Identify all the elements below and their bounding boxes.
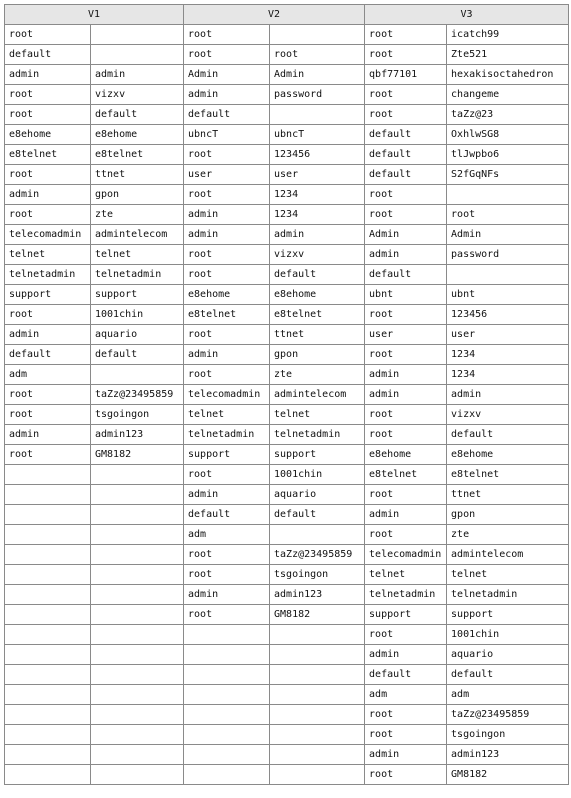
v3-password-cell: hexakisoctahedron — [447, 65, 569, 85]
v2-username-cell: user — [184, 165, 270, 185]
v1-username-cell: admin — [5, 185, 91, 205]
table-row — [5, 245, 569, 265]
v3-username-cell: ubnt — [365, 285, 447, 305]
v3-password-cell: default — [447, 665, 569, 685]
v2-password-cell: Admin — [270, 65, 365, 85]
v3-username-cell: e8ehome — [365, 445, 447, 465]
v2-username-cell — [184, 625, 270, 645]
v3-password-cell: Zte521 — [447, 45, 569, 65]
v2-username-cell: support — [184, 445, 270, 465]
v1-username-cell: admin — [5, 425, 91, 445]
v3-username-cell: admin — [365, 365, 447, 385]
v1-password-cell — [91, 585, 184, 605]
v1-password-cell: telnet — [91, 245, 184, 265]
v3-username-cell: root — [365, 85, 447, 105]
v2-password-cell: ubncT — [270, 125, 365, 145]
v1-username-cell: root — [5, 85, 91, 105]
v2-username-cell: e8telnet — [184, 305, 270, 325]
table-row — [5, 465, 569, 485]
v2-password-cell: taZz@23495859 — [270, 545, 365, 565]
table-row — [5, 365, 569, 385]
v2-password-cell: password — [270, 85, 365, 105]
v2-password-cell: e8telnet — [270, 305, 365, 325]
table-row — [5, 565, 569, 585]
v3-username-cell: default — [365, 125, 447, 145]
v1-username-cell — [5, 665, 91, 685]
v2-username-cell: root — [184, 245, 270, 265]
v1-username-cell: e8ehome — [5, 125, 91, 145]
v3-password-cell: password — [447, 245, 569, 265]
v1-username-cell — [5, 745, 91, 765]
header-v3: V3 — [365, 5, 569, 25]
v1-password-cell — [91, 505, 184, 525]
v3-password-cell: taZz@23495859 — [447, 705, 569, 725]
v1-username-cell — [5, 465, 91, 485]
v3-password-cell: tsgoingon — [447, 725, 569, 745]
v1-username-cell: root — [5, 445, 91, 465]
table-row — [5, 125, 569, 145]
v3-password-cell: icatch99 — [447, 25, 569, 45]
table-row — [5, 285, 569, 305]
v1-username-cell: e8telnet — [5, 145, 91, 165]
v3-username-cell: root — [365, 25, 447, 45]
table-row — [5, 405, 569, 425]
v1-username-cell — [5, 625, 91, 645]
table-row — [5, 205, 569, 225]
v2-username-cell: telnetadmin — [184, 425, 270, 445]
v2-password-cell: root — [270, 45, 365, 65]
table-row — [5, 725, 569, 745]
v1-username-cell — [5, 525, 91, 545]
v1-password-cell: e8ehome — [91, 125, 184, 145]
v1-username-cell: telnet — [5, 245, 91, 265]
v2-password-cell: default — [270, 505, 365, 525]
v3-username-cell: root — [365, 405, 447, 425]
v2-username-cell: root — [184, 145, 270, 165]
v3-username-cell: user — [365, 325, 447, 345]
v2-username-cell: telnet — [184, 405, 270, 425]
v2-username-cell: root — [184, 565, 270, 585]
v1-username-cell: adm — [5, 365, 91, 385]
v2-username-cell: root — [184, 25, 270, 45]
v1-username-cell: root — [5, 165, 91, 185]
v1-password-cell — [91, 765, 184, 785]
v2-password-cell — [270, 665, 365, 685]
v1-password-cell — [91, 745, 184, 765]
v2-password-cell: admintelecom — [270, 385, 365, 405]
v2-username-cell — [184, 685, 270, 705]
v1-username-cell: root — [5, 305, 91, 325]
v3-username-cell: admin — [365, 645, 447, 665]
v1-password-cell: zte — [91, 205, 184, 225]
v1-password-cell: telnetadmin — [91, 265, 184, 285]
v3-password-cell: admintelecom — [447, 545, 569, 565]
v1-username-cell: admin — [5, 65, 91, 85]
v2-password-cell — [270, 625, 365, 645]
v2-username-cell — [184, 745, 270, 765]
table-row — [5, 585, 569, 605]
v1-password-cell — [91, 625, 184, 645]
v1-password-cell: taZz@23495859 — [91, 385, 184, 405]
v1-password-cell: admin123 — [91, 425, 184, 445]
v1-password-cell — [91, 545, 184, 565]
table-row — [5, 45, 569, 65]
v3-password-cell: support — [447, 605, 569, 625]
v1-password-cell: support — [91, 285, 184, 305]
v2-username-cell — [184, 665, 270, 685]
v1-username-cell: telnetadmin — [5, 265, 91, 285]
v1-username-cell: default — [5, 345, 91, 365]
v2-username-cell: Admin — [184, 65, 270, 85]
table-row — [5, 425, 569, 445]
v1-username-cell — [5, 645, 91, 665]
v2-username-cell: default — [184, 105, 270, 125]
v1-password-cell — [91, 45, 184, 65]
v2-username-cell: root — [184, 45, 270, 65]
v2-username-cell: ubncT — [184, 125, 270, 145]
v3-username-cell: root — [365, 305, 447, 325]
v1-username-cell — [5, 485, 91, 505]
credentials-table — [4, 4, 569, 785]
table-row — [5, 65, 569, 85]
table-row — [5, 345, 569, 365]
v3-username-cell: root — [365, 525, 447, 545]
v3-password-cell: ubnt — [447, 285, 569, 305]
v3-password-cell: adm — [447, 685, 569, 705]
table-row — [5, 305, 569, 325]
v1-username-cell: root — [5, 405, 91, 425]
v2-username-cell — [184, 705, 270, 725]
v3-password-cell: tlJwpbo6 — [447, 145, 569, 165]
v3-username-cell: default — [365, 665, 447, 685]
v3-password-cell: zte — [447, 525, 569, 545]
v3-username-cell: root — [365, 45, 447, 65]
v3-username-cell: telecomadmin — [365, 545, 447, 565]
v3-username-cell: root — [365, 705, 447, 725]
v3-password-cell: admin123 — [447, 745, 569, 765]
table-row — [5, 105, 569, 125]
v2-password-cell — [270, 105, 365, 125]
v1-username-cell — [5, 545, 91, 565]
v1-password-cell: admintelecom — [91, 225, 184, 245]
v2-password-cell: aquario — [270, 485, 365, 505]
v2-username-cell: admin — [184, 225, 270, 245]
v1-password-cell: ttnet — [91, 165, 184, 185]
v3-password-cell: gpon — [447, 505, 569, 525]
table-row — [5, 765, 569, 785]
v3-username-cell: telnet — [365, 565, 447, 585]
v2-password-cell: GM8182 — [270, 605, 365, 625]
v3-password-cell: Admin — [447, 225, 569, 245]
v3-username-cell: root — [365, 105, 447, 125]
v3-username-cell: root — [365, 725, 447, 745]
v2-password-cell: 1001chin — [270, 465, 365, 485]
header-v2: V2 — [184, 5, 365, 25]
v2-password-cell — [270, 685, 365, 705]
v2-password-cell: support — [270, 445, 365, 465]
table-row — [5, 505, 569, 525]
v3-password-cell: default — [447, 425, 569, 445]
v1-username-cell — [5, 685, 91, 705]
v3-password-cell: e8ehome — [447, 445, 569, 465]
v1-username-cell — [5, 505, 91, 525]
v3-password-cell: admin — [447, 385, 569, 405]
v2-password-cell: admin — [270, 225, 365, 245]
v2-password-cell — [270, 645, 365, 665]
v3-password-cell: GM8182 — [447, 765, 569, 785]
v3-username-cell: root — [365, 185, 447, 205]
v3-username-cell: root — [365, 205, 447, 225]
v2-username-cell: admin — [184, 205, 270, 225]
v3-password-cell: aquario — [447, 645, 569, 665]
v1-password-cell: admin — [91, 65, 184, 85]
v3-password-cell — [447, 185, 569, 205]
v3-username-cell: support — [365, 605, 447, 625]
v3-password-cell: user — [447, 325, 569, 345]
v1-username-cell — [5, 765, 91, 785]
v1-username-cell: root — [5, 385, 91, 405]
v1-password-cell — [91, 25, 184, 45]
table-row — [5, 745, 569, 765]
v3-username-cell: default — [365, 265, 447, 285]
v1-username-cell: root — [5, 205, 91, 225]
v1-password-cell: aquario — [91, 325, 184, 345]
v3-password-cell: vizxv — [447, 405, 569, 425]
v2-password-cell — [270, 765, 365, 785]
v2-username-cell: root — [184, 465, 270, 485]
table-row — [5, 85, 569, 105]
v3-password-cell — [447, 265, 569, 285]
v1-password-cell — [91, 685, 184, 705]
v2-username-cell — [184, 645, 270, 665]
v1-password-cell — [91, 705, 184, 725]
table-row — [5, 325, 569, 345]
v3-username-cell: root — [365, 625, 447, 645]
v1-password-cell — [91, 525, 184, 545]
v1-username-cell: support — [5, 285, 91, 305]
v3-username-cell: default — [365, 165, 447, 185]
v2-password-cell: telnet — [270, 405, 365, 425]
v1-username-cell: telecomadmin — [5, 225, 91, 245]
v1-password-cell — [91, 665, 184, 685]
v2-password-cell: gpon — [270, 345, 365, 365]
v3-username-cell: root — [365, 425, 447, 445]
v1-username-cell — [5, 585, 91, 605]
v3-username-cell: admin — [365, 745, 447, 765]
v3-username-cell: Admin — [365, 225, 447, 245]
v2-username-cell — [184, 725, 270, 745]
v1-username-cell: root — [5, 25, 91, 45]
v3-password-cell: OxhlwSG8 — [447, 125, 569, 145]
v3-username-cell: e8telnet — [365, 465, 447, 485]
v2-password-cell — [270, 25, 365, 45]
v1-username-cell — [5, 565, 91, 585]
v3-username-cell: telnetadmin — [365, 585, 447, 605]
v2-password-cell: e8ehome — [270, 285, 365, 305]
v2-password-cell: admin123 — [270, 585, 365, 605]
v1-username-cell — [5, 705, 91, 725]
table-row — [5, 385, 569, 405]
table-row — [5, 685, 569, 705]
header-v1: V1 — [5, 5, 184, 25]
v3-password-cell: 1234 — [447, 345, 569, 365]
v3-password-cell: telnet — [447, 565, 569, 585]
table-row — [5, 265, 569, 285]
v1-password-cell — [91, 645, 184, 665]
v1-password-cell: GM8182 — [91, 445, 184, 465]
v3-password-cell: 1234 — [447, 365, 569, 385]
table-row — [5, 645, 569, 665]
v3-password-cell: S2fGqNFs — [447, 165, 569, 185]
table-row — [5, 185, 569, 205]
v1-password-cell — [91, 725, 184, 745]
v3-username-cell: root — [365, 485, 447, 505]
v1-username-cell — [5, 725, 91, 745]
v3-username-cell: root — [365, 765, 447, 785]
v3-password-cell: taZz@23 — [447, 105, 569, 125]
v3-password-cell: telnetadmin — [447, 585, 569, 605]
v3-username-cell: qbf77101 — [365, 65, 447, 85]
v2-username-cell: root — [184, 265, 270, 285]
table-row — [5, 545, 569, 565]
v2-username-cell: root — [184, 605, 270, 625]
table-row — [5, 445, 569, 465]
v1-password-cell — [91, 565, 184, 585]
table-row — [5, 605, 569, 625]
v1-username-cell: default — [5, 45, 91, 65]
v2-password-cell: tsgoingon — [270, 565, 365, 585]
v1-password-cell: tsgoingon — [91, 405, 184, 425]
v1-password-cell — [91, 465, 184, 485]
v1-password-cell — [91, 605, 184, 625]
v2-username-cell — [184, 765, 270, 785]
v3-password-cell: root — [447, 205, 569, 225]
v2-password-cell: 1234 — [270, 185, 365, 205]
v2-username-cell: root — [184, 365, 270, 385]
table-row — [5, 145, 569, 165]
v3-password-cell: e8telnet — [447, 465, 569, 485]
table-row — [5, 25, 569, 45]
v3-username-cell: admin — [365, 505, 447, 525]
table-row — [5, 225, 569, 245]
v3-password-cell: 123456 — [447, 305, 569, 325]
v2-password-cell — [270, 705, 365, 725]
v1-password-cell: default — [91, 105, 184, 125]
v3-username-cell: root — [365, 345, 447, 365]
v3-username-cell: adm — [365, 685, 447, 705]
v1-password-cell — [91, 365, 184, 385]
v2-password-cell — [270, 525, 365, 545]
v2-username-cell: adm — [184, 525, 270, 545]
v2-password-cell: 1234 — [270, 205, 365, 225]
v2-username-cell: default — [184, 505, 270, 525]
v1-username-cell: root — [5, 105, 91, 125]
table-row — [5, 665, 569, 685]
v2-username-cell: e8ehome — [184, 285, 270, 305]
v3-password-cell: changeme — [447, 85, 569, 105]
v3-username-cell: admin — [365, 245, 447, 265]
v2-password-cell: ttnet — [270, 325, 365, 345]
v2-username-cell: root — [184, 325, 270, 345]
table-row — [5, 485, 569, 505]
v2-username-cell: root — [184, 185, 270, 205]
v2-password-cell: default — [270, 265, 365, 285]
v3-password-cell: ttnet — [447, 485, 569, 505]
v1-password-cell: e8telnet — [91, 145, 184, 165]
v1-username-cell: admin — [5, 325, 91, 345]
v1-password-cell: vizxv — [91, 85, 184, 105]
v2-password-cell: vizxv — [270, 245, 365, 265]
v2-password-cell: 123456 — [270, 145, 365, 165]
v1-password-cell: default — [91, 345, 184, 365]
credentials-body — [5, 25, 569, 785]
v1-password-cell: 1001chin — [91, 305, 184, 325]
table-row — [5, 525, 569, 545]
v2-password-cell: zte — [270, 365, 365, 385]
table-row — [5, 165, 569, 185]
v2-username-cell: admin — [184, 585, 270, 605]
v2-password-cell: telnetadmin — [270, 425, 365, 445]
v2-password-cell — [270, 745, 365, 765]
v1-password-cell: gpon — [91, 185, 184, 205]
v2-username-cell: admin — [184, 345, 270, 365]
v3-password-cell: 1001chin — [447, 625, 569, 645]
v2-username-cell: telecomadmin — [184, 385, 270, 405]
v2-password-cell — [270, 725, 365, 745]
v1-username-cell — [5, 605, 91, 625]
v2-username-cell: admin — [184, 485, 270, 505]
v2-username-cell: root — [184, 545, 270, 565]
table-row — [5, 625, 569, 645]
v3-username-cell: admin — [365, 385, 447, 405]
v3-username-cell: default — [365, 145, 447, 165]
table-row — [5, 705, 569, 725]
v1-password-cell — [91, 485, 184, 505]
version-header-row — [5, 5, 569, 25]
v2-username-cell: admin — [184, 85, 270, 105]
v2-password-cell: user — [270, 165, 365, 185]
